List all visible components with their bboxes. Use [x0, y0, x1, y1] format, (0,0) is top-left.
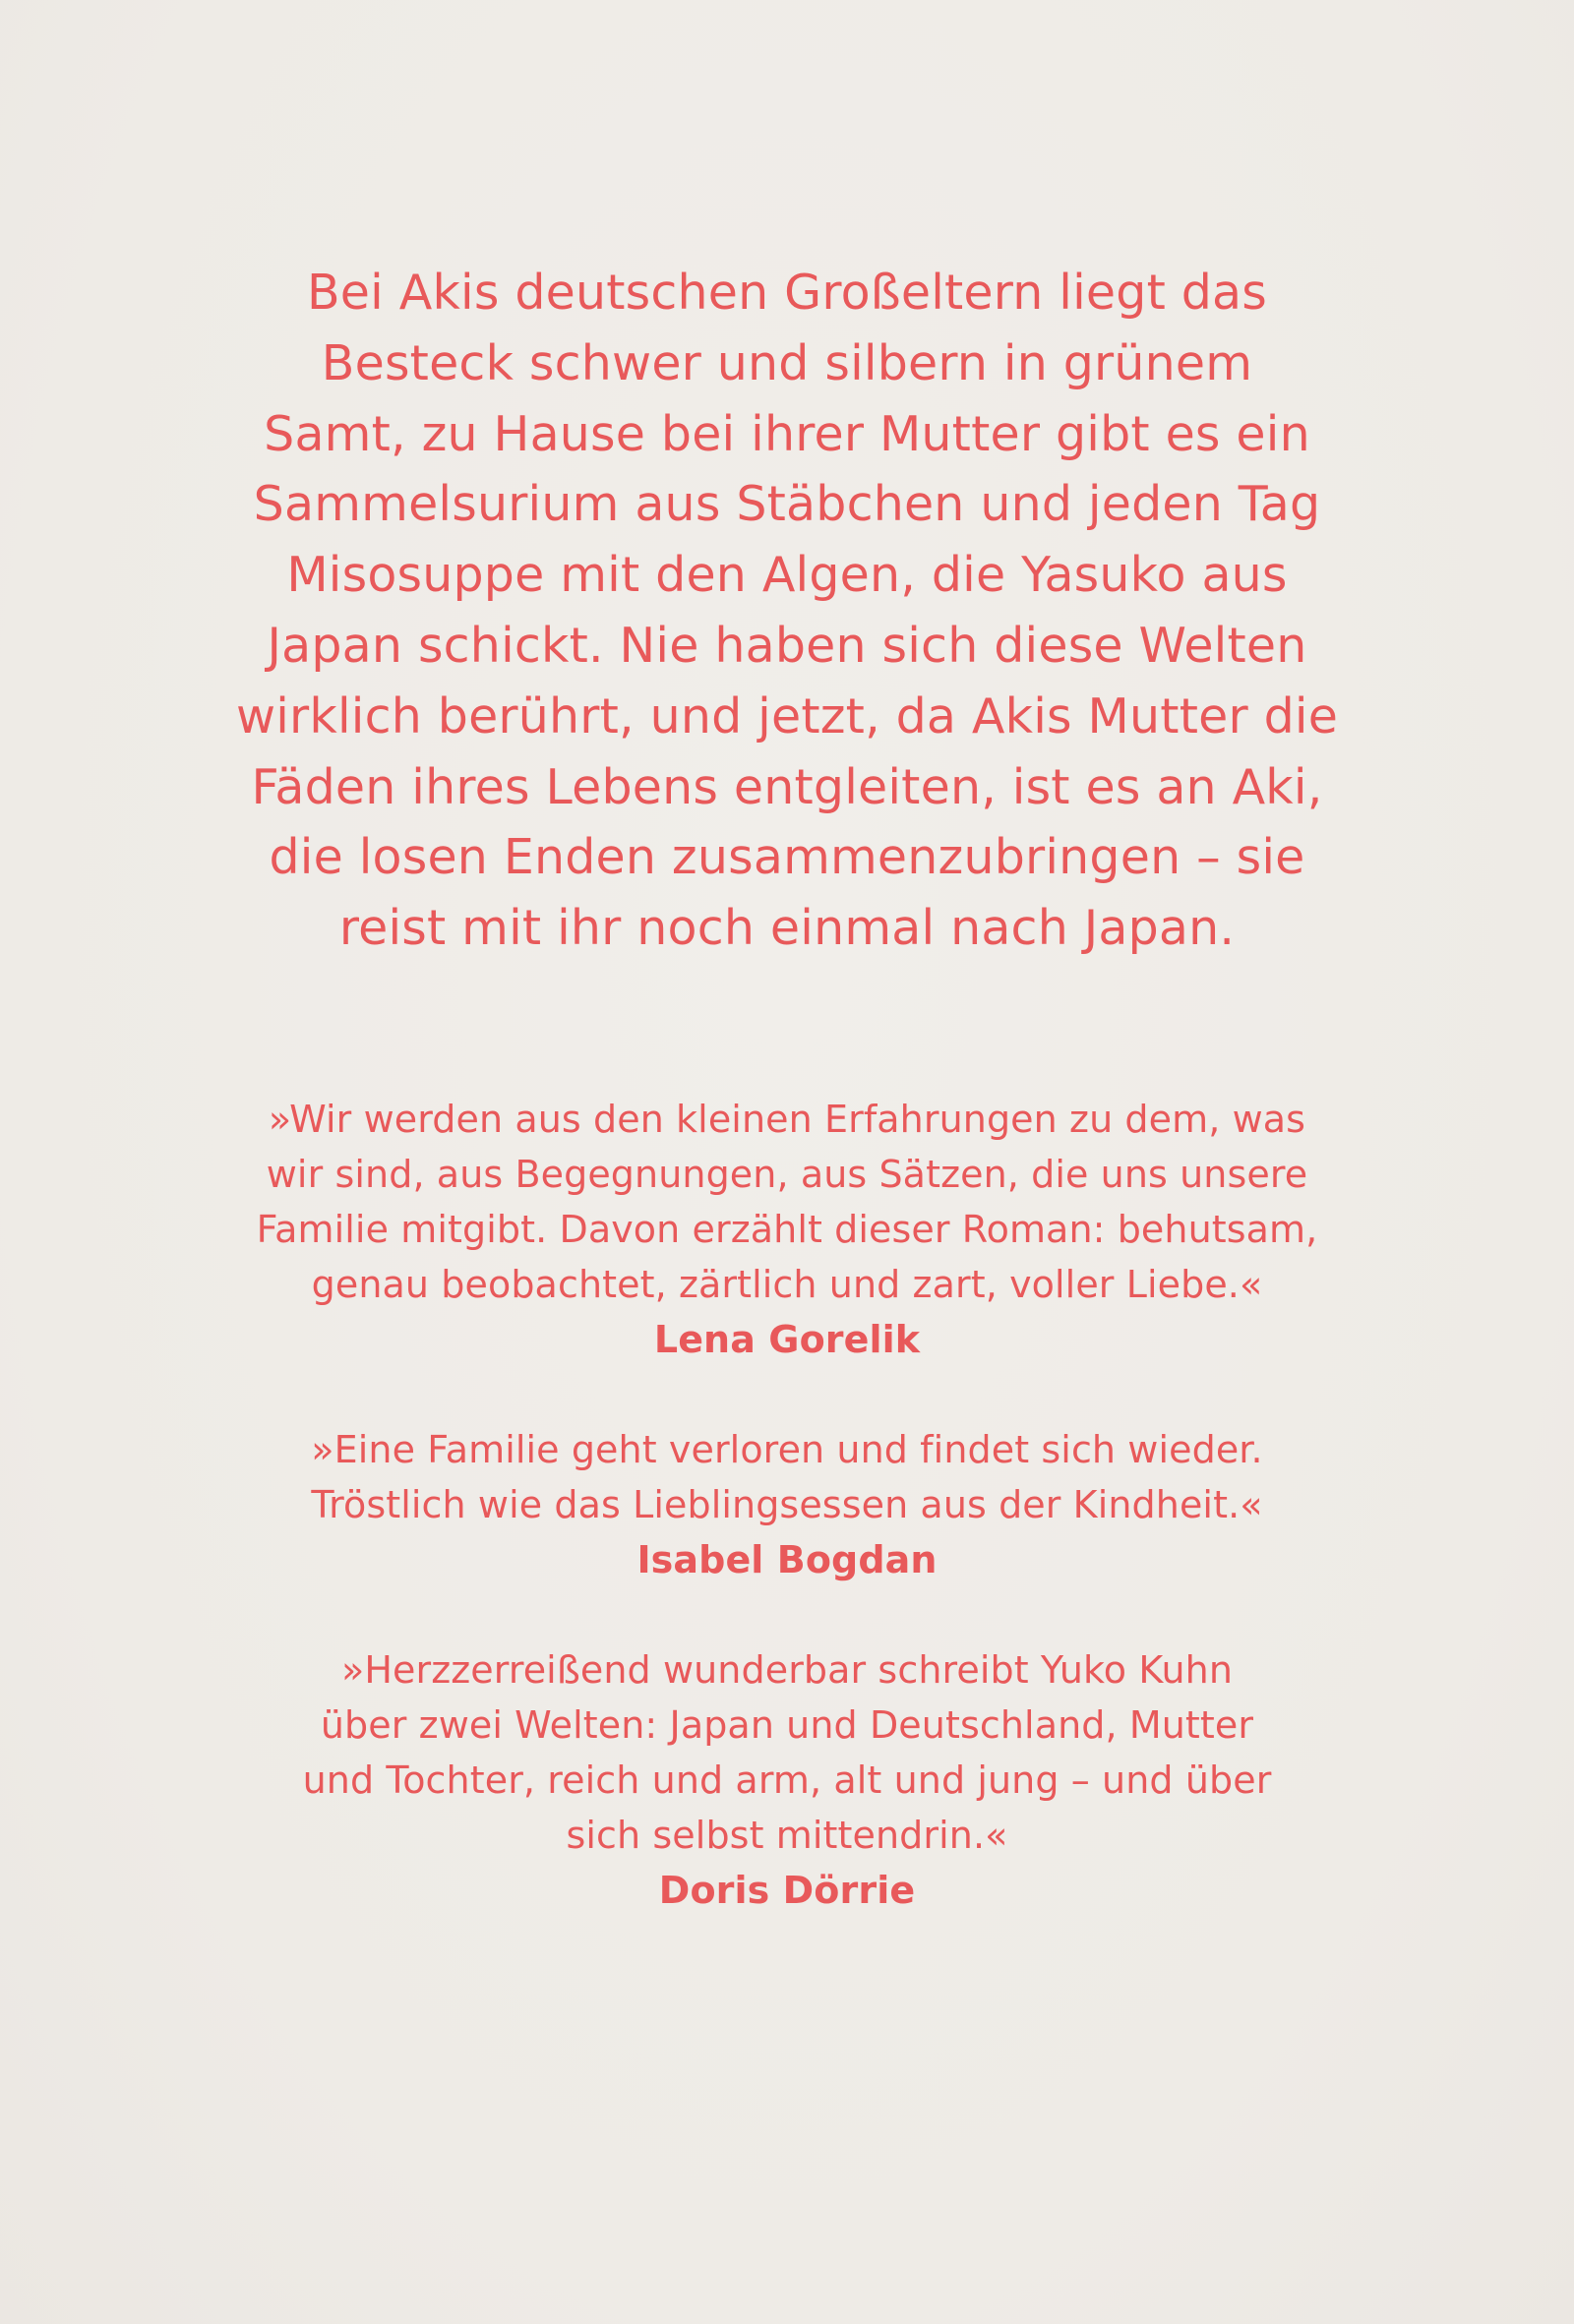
quote-line: genau beobachtet, zärtlich und zart, voller Liebe.« — [311, 1263, 1263, 1306]
quote-line: Familie mitgibt. Davon erzählt dieser Roman: behutsam, — [256, 1208, 1318, 1251]
quote-author: Isabel Bogdan — [636, 1538, 938, 1581]
blurb-line: Samt, zu Hause bei ihrer Mutter gibt es ein — [264, 405, 1310, 462]
quote-line: wir sind, aus Begegnungen, aus Sätzen, die uns unsere — [266, 1153, 1308, 1196]
quote-line: Tröstlich wie das Lieblingsessen aus der Kindheit.« — [311, 1483, 1263, 1526]
quote-line: und Tochter, reich und arm, alt und jung – und über — [302, 1758, 1272, 1802]
blurb-line: wirklich berührt, und jetzt, da Akis Mutter die — [235, 687, 1339, 745]
quote-line: »Wir werden aus den kleinen Erfahrungen zu dem, was — [268, 1098, 1306, 1141]
blurb-line: Sammelsurium aus Stäbchen und jeden Tag — [253, 476, 1321, 533]
quote-author: Lena Gorelik — [653, 1318, 921, 1361]
quote-line: über zwei Welten: Japan und Deutschland, Mutter — [320, 1703, 1254, 1747]
blurb-line: die losen Enden zusammenzubringen – sie — [269, 829, 1305, 886]
blurb-line: Bei Akis deutschen Großeltern liegt das — [306, 265, 1268, 321]
quote-line: »Herzzerreißend wunderbar schreibt Yuko Kuhn — [340, 1648, 1234, 1692]
book-blurb — [157, 258, 1417, 964]
review-quote-isabel-bogdan — [157, 1422, 1417, 1587]
blurb-line: reist mit ihr noch einmal nach Japan. — [338, 900, 1236, 957]
review-quote-doris-doerrie — [157, 1642, 1417, 1918]
blurb-line: Fäden ihres Lebens entgleiten, ist es an Aki, — [251, 758, 1323, 815]
quote-author: Doris Dörrie — [658, 1869, 916, 1912]
blurb-line: Misosuppe mit den Algen, die Yasuko aus — [286, 547, 1288, 604]
review-quote-lena-gorelik — [157, 1092, 1417, 1367]
blurb-line: Japan schickt. Nie haben sich diese Welten — [267, 617, 1307, 674]
quote-line: »Eine Familie geht verloren und findet sich wieder. — [311, 1428, 1263, 1471]
blurb-line: Besteck schwer und silbern in grünem — [321, 334, 1253, 391]
quote-line: sich selbst mittendrin.« — [566, 1814, 1008, 1857]
